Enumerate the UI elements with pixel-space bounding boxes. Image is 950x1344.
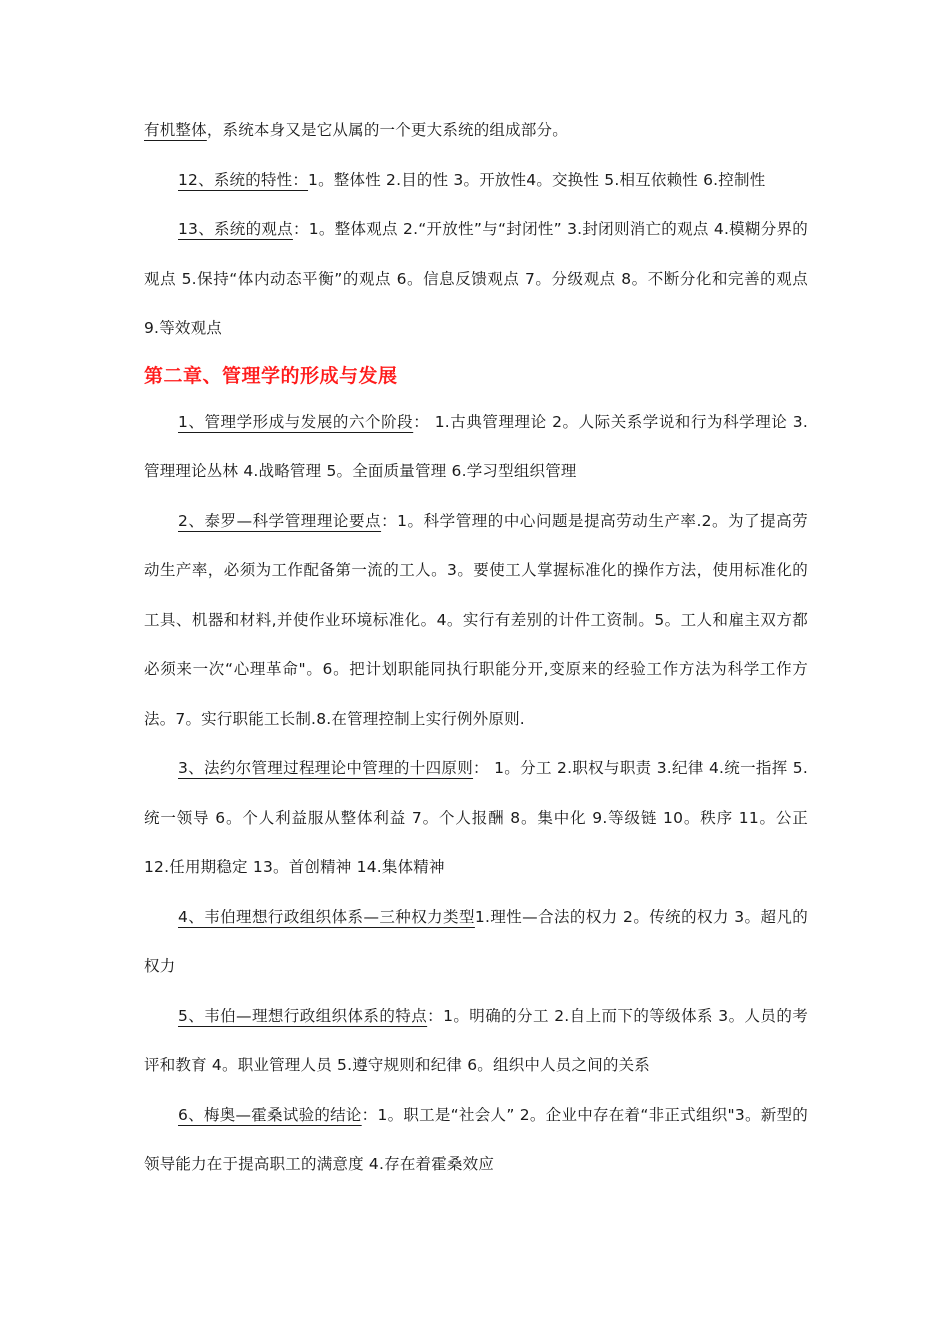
item-5-weber-features xyxy=(144,992,808,1091)
item-text: ：1。科学管理的中心问题是提高劳动生产率.2。为了提高劳动生产率，必须为工作配备第一流的工人。3。要使工人掌握标准化的操作方法，使用标准化的工具、机器和材料,并使作业环境标准化。4。实行有差别的计件工资制。5。工人和雇主双方都必须来一次“心理革命"。6。把计划职能同执行职能分开,变原来的经验工作方法为科学工作方法。7。实行职能工长制.8.在管理控制上实行例外原则. xyxy=(144,511,808,728)
item-1-six-stages xyxy=(144,398,808,497)
item-6-mayo-hawthorne xyxy=(144,1091,808,1190)
item-4-weber-authority xyxy=(144,893,808,992)
document-page xyxy=(144,106,808,1190)
chapter-heading: 第二章、管理学的形成与发展 xyxy=(144,364,398,387)
item-3-fayol xyxy=(144,744,808,893)
item-term: 3、法约尔管理过程理论中管理的十四原则 xyxy=(178,759,474,777)
item-text: ：1。明确的分工 2.自上而下的等级体系 3。人员的考评和教育 4。职业管理人员 5.遵守规则和纪律 6。组织中人员之间的关系 xyxy=(144,1006,808,1074)
item-term: 6、梅奥—霍桑试验的结论 xyxy=(178,1105,362,1124)
item-term: 12、系统的特性： xyxy=(178,170,309,189)
intro-term: 有机整体 xyxy=(144,121,207,139)
item-text: ： 1.古典管理理论 2。人际关系学说和行为科学理论 3.管理理论丛林 4.战略管理 5。全面质量管理 6.学习型组织管理 xyxy=(144,412,808,480)
item-term: 5、韦伯—理想行政组织体系的特点 xyxy=(178,1006,428,1025)
item-term: 13、系统的观点 xyxy=(178,220,293,238)
item-13-system-viewpoints xyxy=(144,205,808,354)
item-text: 1.理性—合法的权力 2。传统的权力 3。超凡的权力 xyxy=(144,907,808,975)
item-12-system-characteristics xyxy=(144,156,808,206)
item-term: 2、泰罗—科学管理理论要点 xyxy=(178,511,382,530)
item-text: 1。整体性 2.目的性 3。开放性4。交换性 5.相互依赖性 6.控制性 xyxy=(308,170,766,189)
item-text: ：1。整体观点 2.“开放性”与“封闭性” 3.封闭则消亡的观点 4.模糊分界的观点 5.保持“体内动态平衡”的观点 6。信息反馈观点 7。分级观点 8。不断分化和完善的观点 9.等效观点 xyxy=(144,220,808,337)
item-text: ：1。职工是“社会人” 2。企业中存在着“非正式组织"3。新型的领导能力在于提高职工的满意度 4.存在着霍桑效应 xyxy=(144,1105,808,1173)
intro-paragraph xyxy=(144,106,808,156)
item-text: ： 1。分工 2.职权与职责 3.纪律 4.统一指挥 5.统一领导 6。个人利益服从整体利益 7。个人报酬 8。集中化 9.等级链 10。秩序 11。公正 12.任用期稳定 13。首创精神 14.集体精神 xyxy=(144,759,808,876)
item-term: 1、管理学形成与发展的六个阶段 xyxy=(178,412,414,431)
item-2-taylor xyxy=(144,497,808,745)
intro-text: ，系统本身又是它从属的一个更大系统的组成部分。 xyxy=(206,121,568,139)
item-term: 4、韦伯理想行政组织体系—三种权力类型 xyxy=(178,907,475,926)
